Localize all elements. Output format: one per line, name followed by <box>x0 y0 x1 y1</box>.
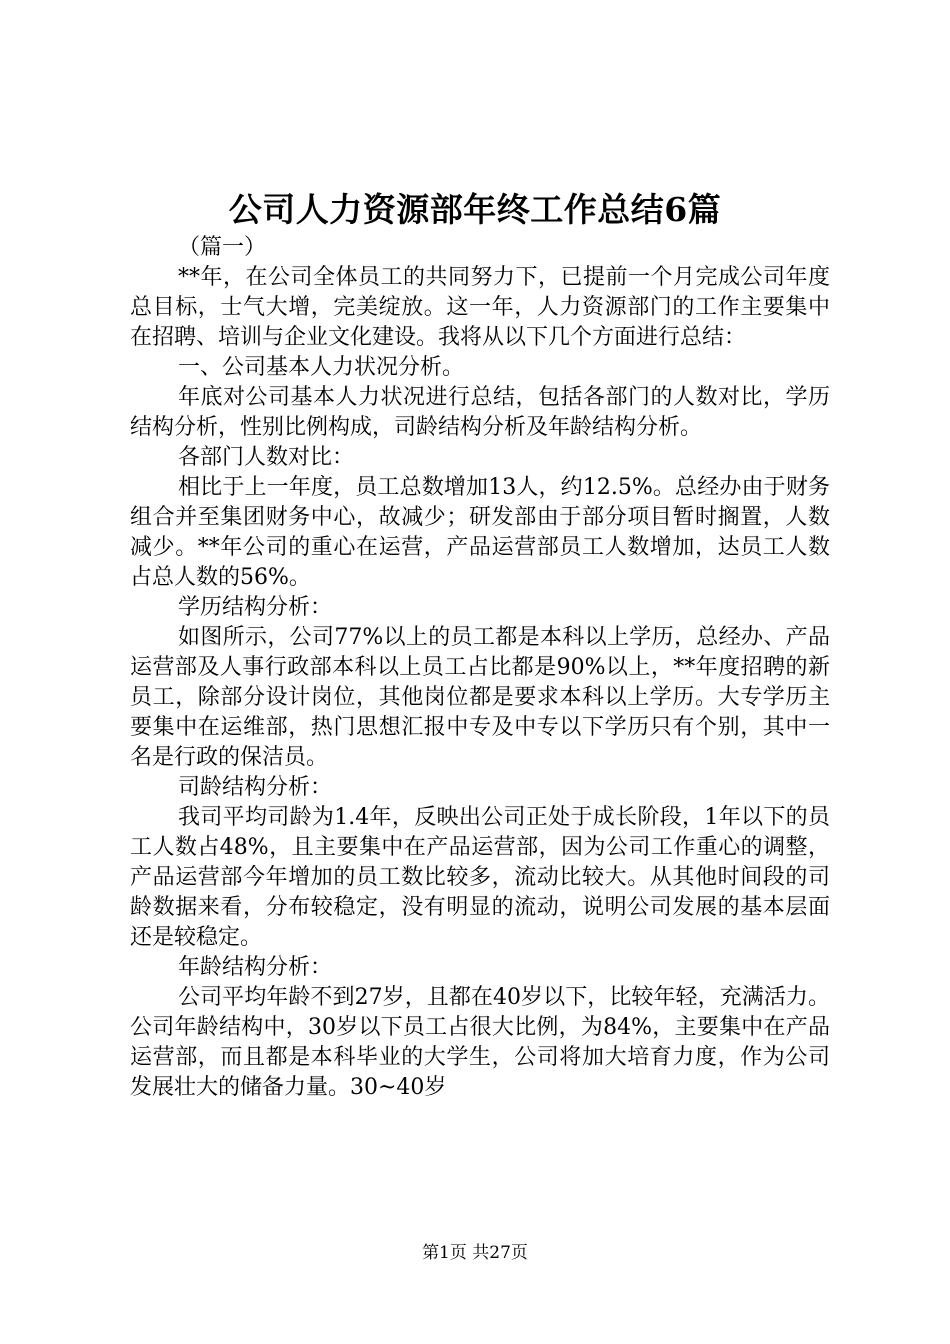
document-title: 公司人力资源部年终工作总结6篇 <box>228 190 722 229</box>
paragraph-education: 如图所示，公司77%以上的员工都是本科以上学历，总经办、产品运营部及人事行政部本科以上员工占比都是90%以上，**年度招聘的新员工，除部分设计岗位，其他岗位都是要求本科以上学历。大专学历主要集中在运维部，热门思想汇报中专及中专以下学历只有个别，其中一名是行政的保洁员。 <box>130 625 830 770</box>
paragraph-summary-scope: 年底对公司基本人力状况进行总结，包括各部门的人数对比，学历结构分析，性别比例构成，司龄结构分析及年龄结构分析。 <box>130 385 830 440</box>
heading-basic-analysis: 一、公司基本人力状况分析。 <box>178 355 465 380</box>
document-body <box>130 233 830 1103</box>
subheading-department-count: 各部门人数对比： <box>178 445 355 470</box>
paragraph-department-count: 相比于上一年度，员工总数增加13人，约12.5%。总经办由于财务组合并至集团财务中心，故减少；研发部由于部分项目暂时搁置，人数减少。**年公司的重心在运营，产品运营部员工人数增加，达员工人数占总人数的56%。 <box>130 475 830 590</box>
paragraph-intro: **年，在公司全体员工的共同努力下，已提前一个月完成公司年度总目标，士气大增，完美绽放。这一年，人力资源部门的工作主要集中在招聘、培训与企业文化建设。我将从以下几个方面进行总结： <box>130 265 830 350</box>
paragraph-age: 公司平均年龄不到27岁，且都在40岁以下，比较年轻，充满活力。公司年龄结构中，30岁以下员工占很大比例，为84%，主要集中在产品运营部，而且都是本科毕业的大学生，公司将加大培育力度，作为公司发展壮大的储备力量。30~40岁 <box>130 985 830 1100</box>
page-number-footer: 第1页 共27页 <box>422 1243 528 1263</box>
subheading-tenure: 司龄结构分析： <box>178 775 333 800</box>
subheading-age: 年龄结构分析： <box>178 955 333 980</box>
section-label: （篇一） <box>178 235 267 260</box>
paragraph-tenure: 我司平均司龄为1.4年，反映出公司正处于成长阶段，1年以下的员工人数占48%，且主要集中在产品运营部，因为公司工作重心的调整，产品运营部今年增加的员工数比较多，流动比较大。从其他时间段的司龄数据来看，分布较稳定，没有明显的流动，说明公司发展的基本层面还是较稳定。 <box>130 805 830 950</box>
subheading-education: 学历结构分析： <box>178 595 333 620</box>
